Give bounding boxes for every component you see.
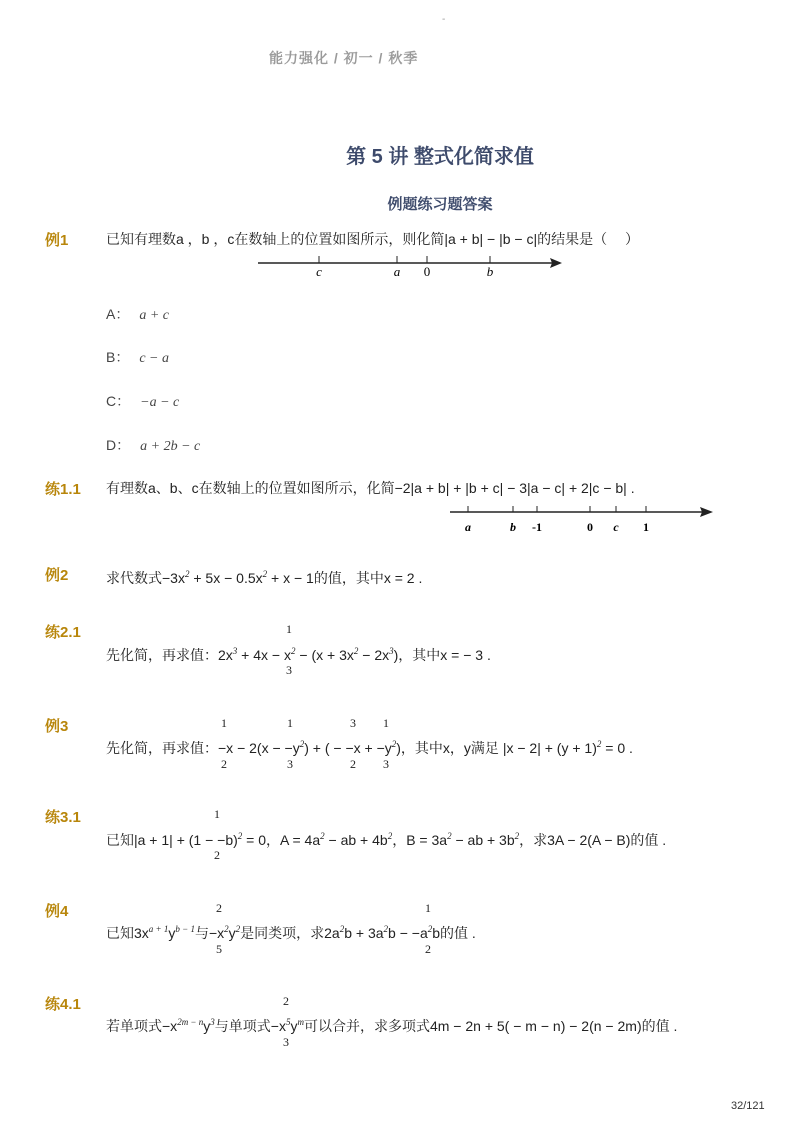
axis-label-b: b — [510, 520, 516, 534]
problem-label-ex1: 例1 — [45, 232, 69, 249]
problem-text-pr21: 先化简，再求值：$2x^3 + 4x - x^2 - (x + 3x^2 - 2x^3)$，其中x = − 3 . — [106, 646, 491, 663]
axis-label-c: c — [316, 264, 322, 279]
fraction-denominator: 2 — [214, 848, 220, 862]
fraction-numerator: 1 — [221, 716, 227, 730]
fraction-denominator: 5 — [216, 942, 222, 956]
fraction-denominator: 3 — [287, 757, 293, 771]
fraction-denominator: 2 — [350, 757, 356, 771]
problem-text-ex2: 求代数式$-3x^2 + 5x - 0.5x^2 + x - 1$的值，其中x = 2 . — [106, 569, 423, 586]
number-line-pr11 — [450, 502, 720, 536]
page-title: 第 5 讲 整式化简求值 — [346, 146, 534, 168]
problem-label-pr11: 练1.1 — [45, 481, 81, 498]
option-d: D： a + 2b − c — [106, 437, 201, 454]
fraction-denominator: 3 — [383, 757, 389, 771]
fraction-numerator: 1 — [214, 807, 220, 821]
problem-text-pr41: 若单项式$-x^{2m - n}y^3$与单项式$-x^5y^m$可以合并，求多项式4m − 2n + 5( − m − n) − 2(n − 2m)的值 . — [106, 1017, 678, 1034]
page-number: 32/121 — [731, 1100, 765, 1112]
problem-label-ex2: 例2 — [45, 567, 69, 584]
axis-label-neg1: -1 — [532, 520, 542, 534]
fraction-numerator: 3 — [350, 716, 356, 730]
problem-label-ex3: 例3 — [45, 718, 69, 735]
fraction-denominator: 2 — [221, 757, 227, 771]
fraction-numerator: 2 — [283, 994, 289, 1008]
fraction-numerator: 1 — [287, 716, 293, 730]
fraction-numerator: 1 — [383, 716, 389, 730]
problem-text-pr31: 已知$|a + 1| + (1 - -b)^2 = 0$，$A = 4a^2$ − ab + $4b^2$，$B = 3a^2$ − ab + $3b^2$，求3A − 2(A − B)的值 . — [106, 831, 667, 848]
fraction-denominator: 3 — [286, 663, 292, 677]
problem-label-ex4: 例4 — [45, 903, 69, 920]
problem-text-ex1: 已知有理数a ，b ，c在数轴上的位置如图所示，则化简|a + b| − |b − c|的结果是（ ） — [106, 231, 640, 247]
axis-label-a: a — [393, 264, 401, 279]
page-dash: - — [442, 14, 446, 25]
option-a: A： a + c — [106, 306, 170, 323]
problem-label-pr31: 练3.1 — [45, 809, 81, 826]
axis-label-zero: 0 — [587, 520, 593, 534]
axis-label-a: a — [465, 520, 471, 534]
axis-label-zero: 0 — [423, 264, 431, 279]
problem-text-ex3: 先化简，再求值：$-x - 2(x - -y^2)$ + ( − $-x + -y^2$)，其中x，y满足 $|x - 2| + (y + 1)^2 = 0$ . — [106, 739, 633, 756]
fraction-numerator: 1 — [286, 622, 292, 636]
axis-label-b: b — [486, 264, 494, 279]
axis-label-one: 1 — [643, 520, 649, 534]
fraction-numerator: 2 — [216, 901, 222, 915]
section-subtitle: 例题练习题答案 — [387, 196, 493, 213]
problem-label-pr41: 练4.1 — [45, 996, 81, 1013]
fraction-denominator: 3 — [283, 1035, 289, 1049]
option-c: C： −a − c — [106, 393, 180, 410]
number-line-ex1 — [250, 252, 570, 282]
axis-label-c: c — [613, 520, 619, 534]
fraction-denominator: 2 — [425, 942, 431, 956]
problem-text-ex4: 已知$3x^{a + 1}y^{b - 1}$与$-x^2y^2$是同类项，求$2a^2b + 3a^2b - -a^2b$的值 . — [106, 924, 476, 941]
option-b: B： c − a — [106, 349, 170, 366]
breadcrumb: 能力强化 / 初一 / 秋季 — [269, 50, 419, 66]
fraction-numerator: 1 — [425, 901, 431, 915]
problem-text-pr11: 有理数a、b、c在数轴上的位置如图所示，化简−2|a + b| + |b + c| − 3|a − c| + 2|c − b| . — [106, 480, 635, 496]
problem-label-pr21: 练2.1 — [45, 624, 81, 641]
